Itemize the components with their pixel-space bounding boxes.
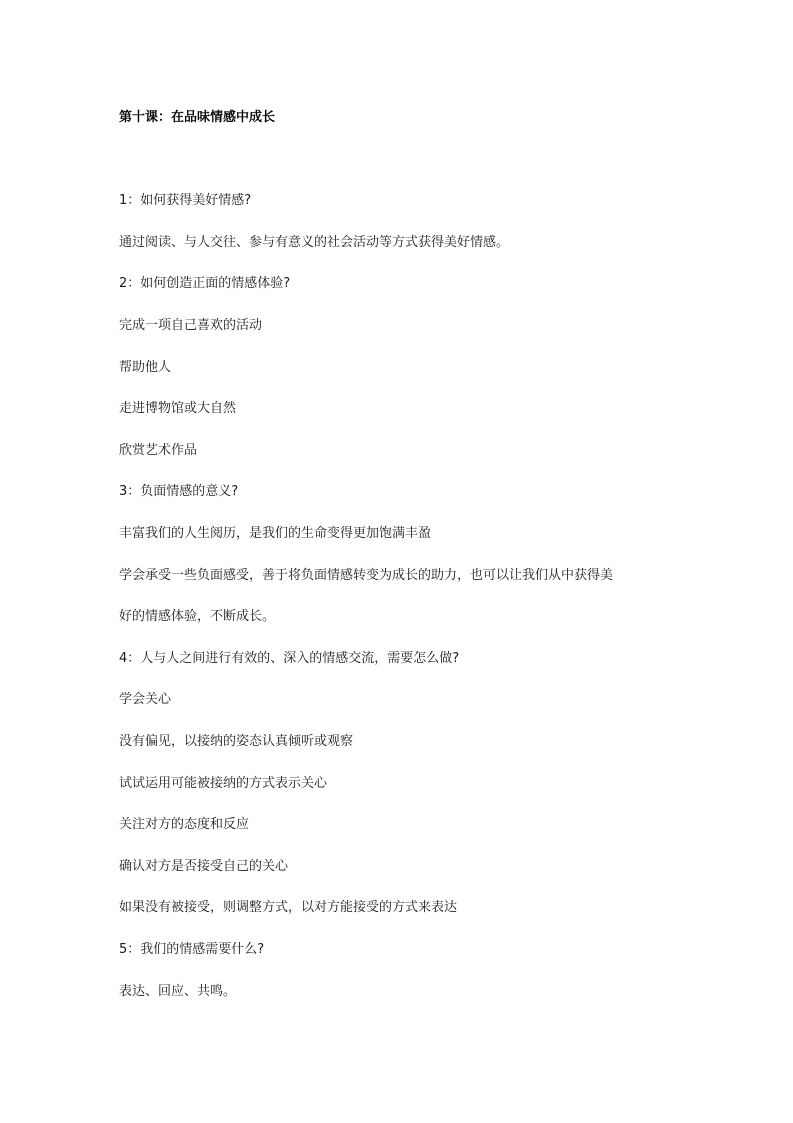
document-title: 第十课：在品味情感中成长 [119,110,276,125]
answer-3-line-1: 丰富我们的人生阅历，是我们的生命变得更加饱满丰盈 [119,526,432,541]
answer-2-item-1: 完成一项自己喜欢的活动 [119,318,263,333]
answer-3-line-3: 好的情感体验，不断成长。 [119,609,276,624]
answer-2-item-3: 走进博物馆或大自然 [119,401,237,416]
question-4: 4：人与人之间进行有效的、深入的情感交流，需要怎么做? [119,651,460,666]
question-3: 3：负面情感的意义? [119,484,239,499]
answer-4-item-6: 如果没有被接受，则调整方式，以对方能接受的方式来表达 [119,900,458,915]
answer-4-item-3: 试试运用可能被接纳的方式表示关心 [119,776,328,791]
answer-3-line-2: 学会承受一些负面感受，善于将负面情感转变为成长的助力，也可以让我们从中获得美 [119,568,614,583]
answer-4-item-4: 关注对方的态度和反应 [119,817,250,832]
answer-4-item-1: 学会关心 [119,692,172,707]
question-1: 1：如何获得美好情感? [119,193,252,208]
question-5: 5：我们的情感需要什么? [119,942,265,957]
answer-4-item-2: 没有偏见，以接纳的姿态认真倾听或观察 [119,734,354,749]
answer-2-item-4: 欣赏艺术作品 [119,443,198,458]
answer-2-item-2: 帮助他人 [119,360,172,375]
answer-1: 通过阅读、与人交往、参与有意义的社会活动等方式获得美好情感。 [119,235,510,250]
answer-4-item-5: 确认对方是否接受自己的关心 [119,859,289,874]
question-2: 2：如何创造正面的情感体验? [119,276,291,291]
answer-5: 表达、回应、共鸣。 [119,984,237,999]
